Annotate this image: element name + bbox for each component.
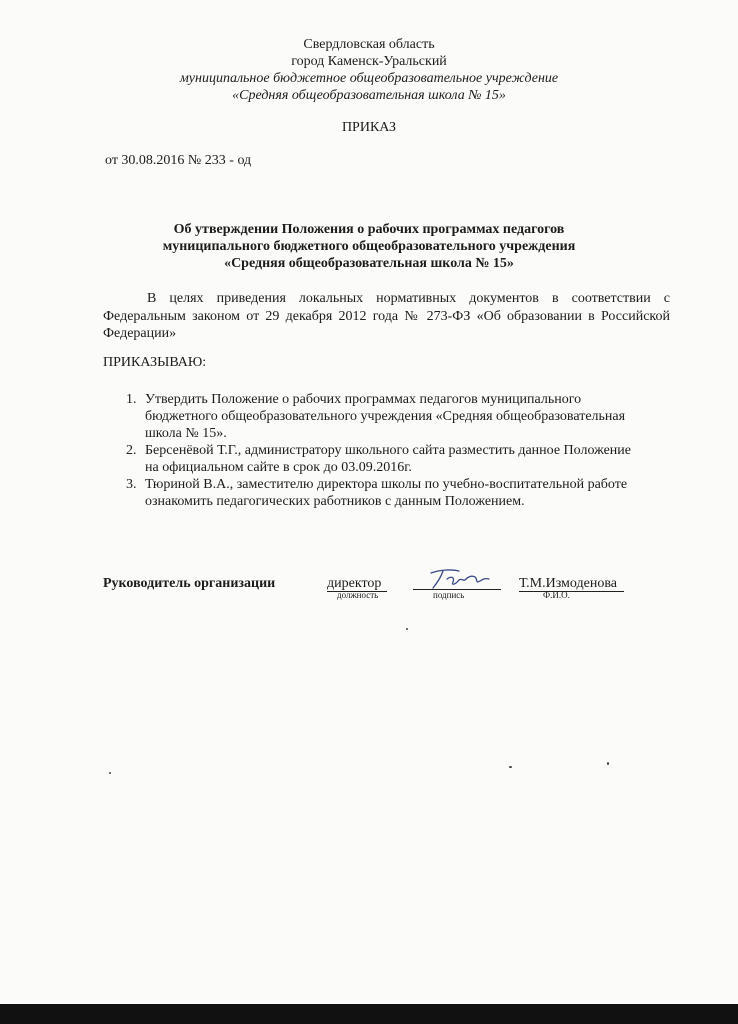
list-item-line: бюджетного общеобразовательного учреждения «Средняя общеобразовательная [145, 409, 626, 424]
header-institution-line2: «Средняя общеобразовательная школа № 15» [232, 88, 506, 103]
signature-caption: подпись [433, 590, 465, 600]
list-item-line: Тюриной В.А., заместителю директора школы по учебно-воспитательной работе [145, 477, 628, 492]
signature-position: директор [327, 576, 382, 591]
header-institution-line1: муниципальное бюджетное общеобразовательное учреждение [179, 71, 559, 86]
scan-speck [406, 628, 408, 630]
name-caption: Ф.И.О. [543, 590, 570, 600]
signature-label: Руководитель организации [103, 576, 276, 591]
header-region: Свердловская область [303, 37, 435, 52]
signature-name: Т.М.Измоденова [519, 576, 617, 591]
scan-speck [607, 762, 609, 765]
scanner-edge [0, 1004, 738, 1024]
scan-speck [109, 772, 111, 774]
list-item-line: Берсенёвой Т.Г., администратору школьного сайта разместить данное Положение [145, 443, 632, 458]
list-item-number: 1. [126, 392, 137, 407]
order-word: ПРИКАЗЫВАЮ: [103, 355, 207, 370]
list-item-line: ознакомить педагогических работников с данным Положением. [145, 494, 525, 509]
date-number-line: от 30.08.2016 № 233 - од [105, 153, 252, 168]
document-type: ПРИКАЗ [341, 120, 397, 135]
name-underline [519, 591, 624, 592]
list-item-line: на официальном сайте в срок до 03.09.2016г. [145, 460, 412, 475]
scan-speck [509, 766, 512, 768]
list-item-line: школа № 15». [145, 426, 227, 441]
preamble-line3: Федерации» [103, 326, 177, 341]
title-line3: «Средняя общеобразовательная школа № 15» [224, 256, 514, 271]
list-item-number: 2. [126, 443, 137, 458]
position-caption: должность [337, 590, 379, 600]
title-line1: Об утверждении Положения о рабочих программах педагогов [173, 222, 565, 237]
title-line2: муниципального бюджетного общеобразовательного учреждения [162, 239, 576, 254]
list-item-line: Утвердить Положение о рабочих программах педагогов муниципального [145, 392, 582, 407]
preamble-line2: Федеральным законом от 29 декабря 2012 года № 273-ФЗ «Об образовании в Российской [103, 309, 670, 324]
list-item-number: 3. [126, 477, 137, 492]
preamble-line1: В целях приведения локальных нормативных документов в соответствии с [147, 291, 670, 306]
header-city: город Каменск-Уральский [291, 54, 447, 69]
